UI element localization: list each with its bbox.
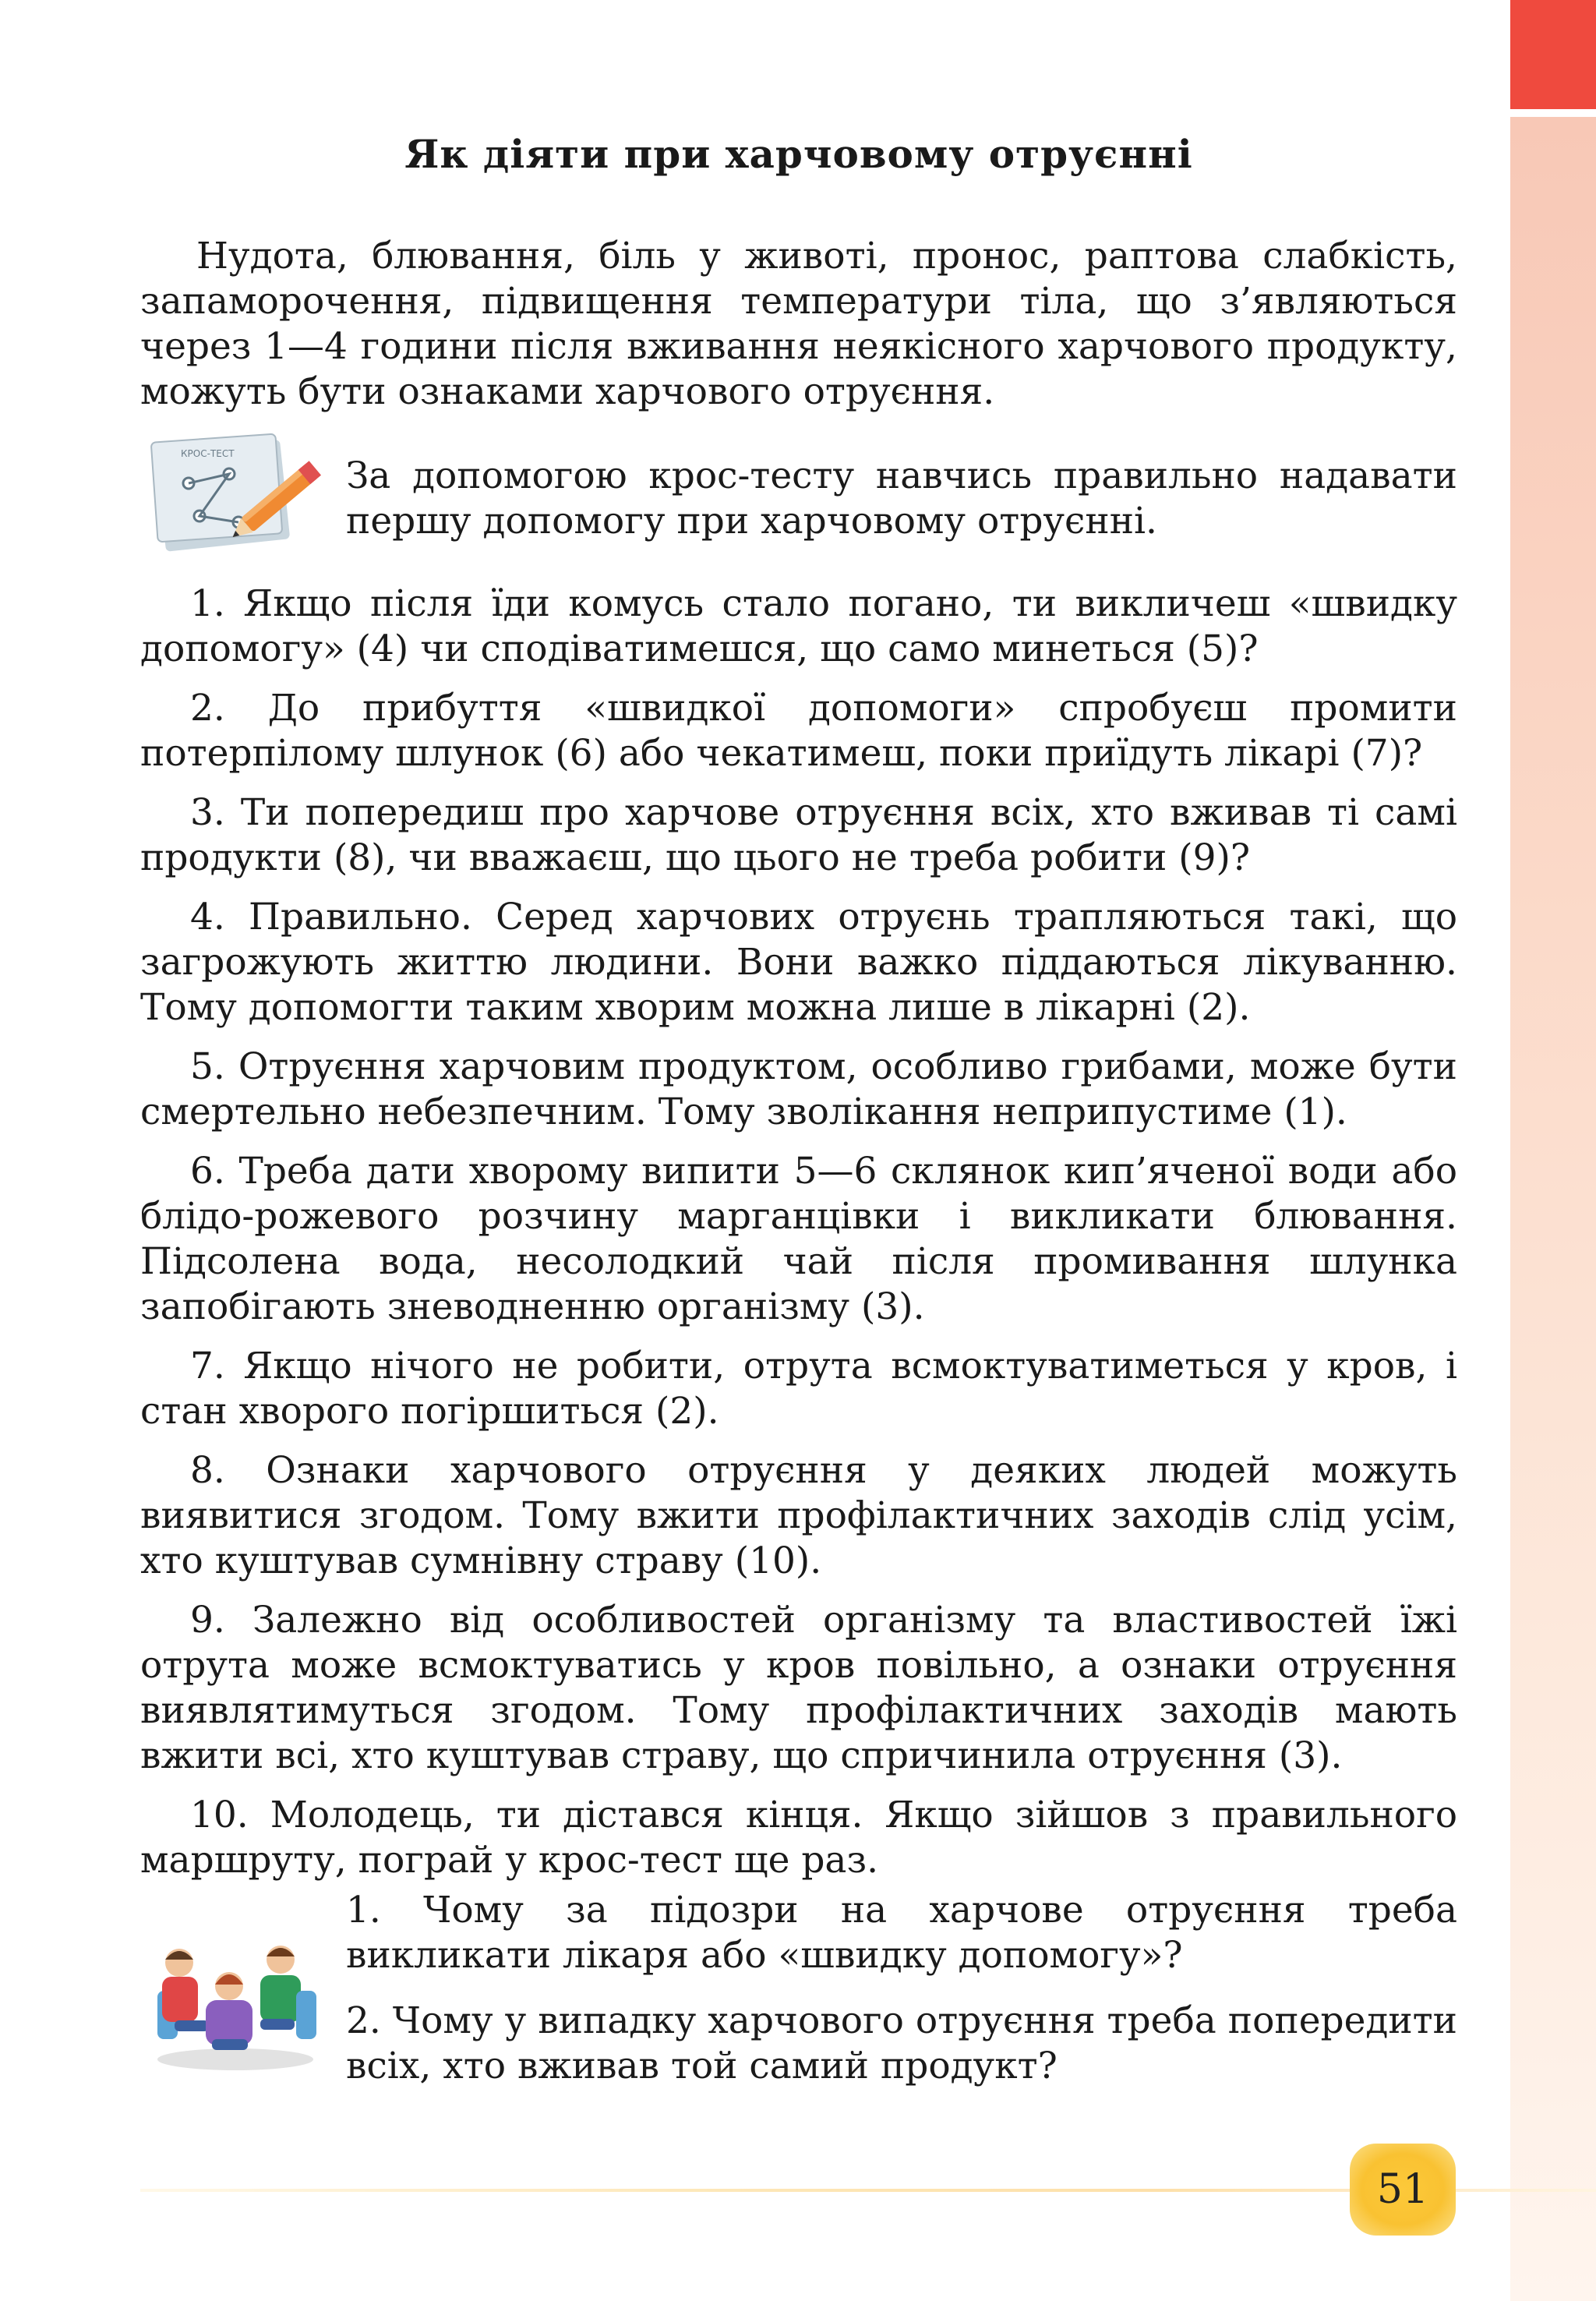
cross-test-icon-label: КРОС-ТЕСТ (181, 448, 235, 459)
cross-test-instruction: За допомогою крос-тесту навчись правильно надавати першу допомогу при харчовому отруєнні. (346, 454, 1457, 543)
question-1: 1. Чому за підозри на харчове отруєння треба викликати лікаря або «швидку допомогу»? (346, 1889, 1457, 1977)
question-2: 2. Чому у випадку харчового отруєння треба попередити всіх, хто вживав той самий продукт? (346, 1999, 1457, 2087)
cross-test-item-6: 6. Треба дати хворому випити 5—6 склянок кип’яченої води або блідо-рожевого розчину марганцівки і викликати блювання. Підсолена вода, несолодкий чай після промивання шлунка запобігають зневодненню організму (3). (140, 1150, 1457, 1328)
page-title: Як діяти при харчовому отруєнні (404, 131, 1193, 177)
cross-test-item-8: 8. Ознаки харчового отруєння у деяких людей можуть виявитися згодом. Тому вжити профілактичних заходів слід усім, хто куштував сумнівну страву (10). (140, 1449, 1457, 1582)
cross-test-item-9: 9. Залежно від особливостей організму та властивостей їжі отрута може всмоктуватись у кров повільно, а ознаки отруєння виявлятимуться згодом. Тому профілактичних заходів мають вжити всі, хто куштував страву, що спричинила отруєння (3). (140, 1599, 1457, 1777)
side-color-tab (1510, 0, 1596, 109)
cross-test-pencil-icon (143, 429, 327, 553)
side-decorative-band (1510, 117, 1596, 2301)
cross-test-item-10: 10. Молодець, ти дістався кінця. Якщо зійшов з правильного маршруту, пограй у крос-тест ще раз. (140, 1794, 1457, 1882)
intro-paragraph: Нудота, блювання, біль у животі, пронос, раптова слабкість, запаморочення, підвищення температури тіла, що з’являються через 1—4 години після вживання неякісного харчового продукту, можуть бути ознаками харчового отруєння. (140, 235, 1457, 413)
cross-test-item-7: 7. Якщо нічого не робити, отрута всмоктуватиметься у кров, і стан хворого погіршиться (2). (140, 1345, 1457, 1433)
cross-test-item-5: 5. Отруєння харчовим продуктом, особливо грибами, може бути смертельно небезпечним. Тому зволікання неприпустиме (1). (140, 1045, 1457, 1133)
page-number: 51 (1350, 2144, 1456, 2236)
discussion-people-icon (143, 1919, 327, 2075)
cross-test-item-2: 2. До прибуття «швидкої допомоги» спробуєш промити потерпілому шлунок (6) або чекатимеш, поки приїдуть лікарі (7)? (140, 687, 1457, 775)
cross-test-item-1: 1. Якщо після їди комусь стало погано, ти викличеш «швидку допомогу» (4) чи сподіватимешся, що само минеться (5)? (140, 582, 1457, 670)
cross-test-item-3: 3. Ти попередиш про харчове отруєння всіх, хто вживав ті самі продукти (8), чи вважаєш, що цього не треба робити (9)? (140, 791, 1457, 879)
cross-test-item-4: 4. Правильно. Серед харчових отруєнь трапляються такі, що загрожують життю людини. Вони важко піддаються лікуванню. Тому допомогти таким хворим можна лише в лікарні (2). (140, 896, 1457, 1029)
